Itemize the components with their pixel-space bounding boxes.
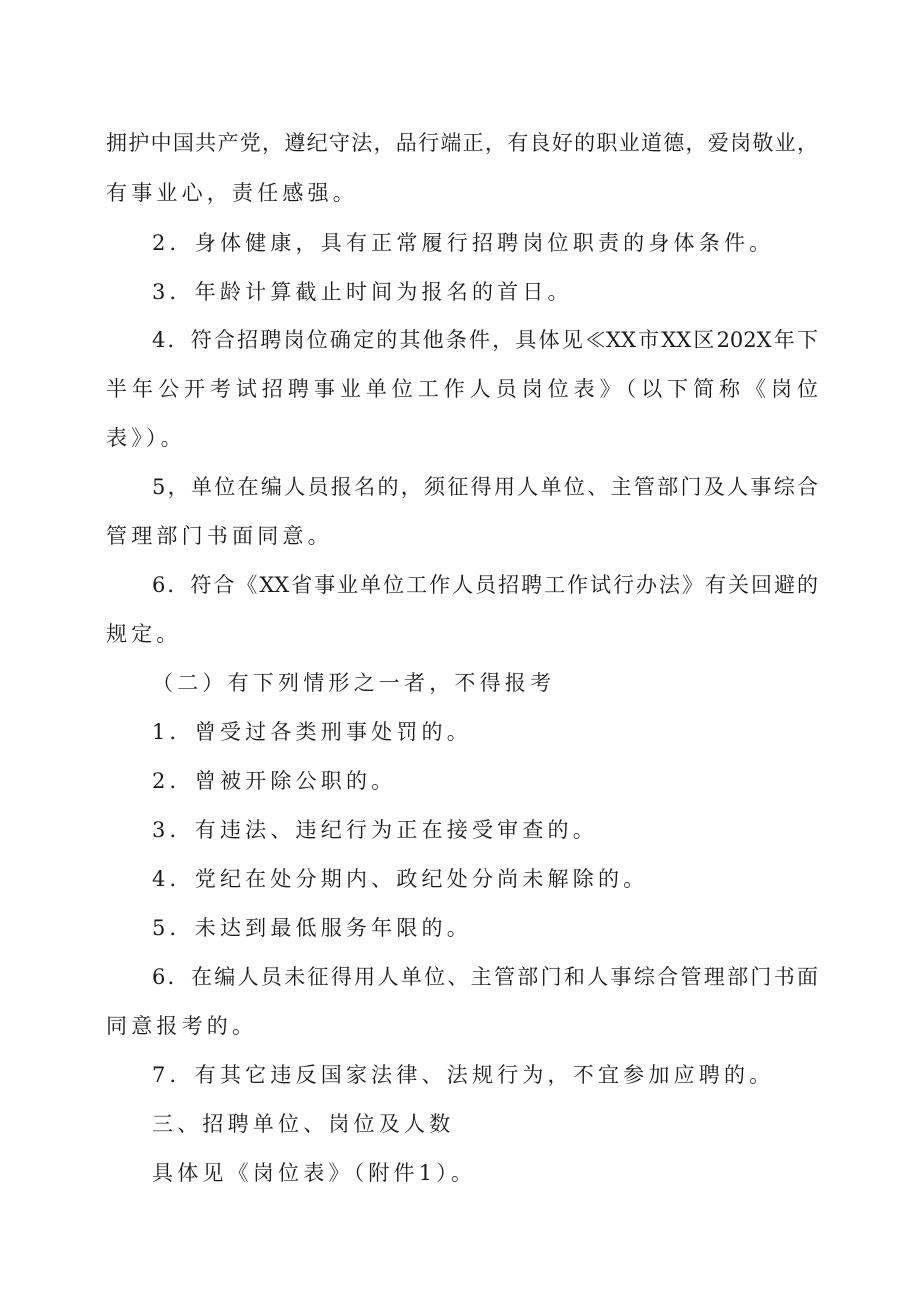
list-item: 5，单位在编人员报名的，须征得用人单位、主管部门及人事综合 <box>152 475 818 499</box>
paragraph-line: 具体见《岗位表》（附件1）。 <box>152 1161 477 1185</box>
paragraph-line: 同意报考的。 <box>106 1014 258 1038</box>
list-item: 6．符合《XX省事业单位工作人员招聘工作试行办法》有关回避的 <box>152 573 818 597</box>
list-item: 2．曾被开除公职的。 <box>152 769 397 793</box>
list-item: 1．曾受过各类刑事处罚的。 <box>152 720 472 744</box>
paragraph-line: 拥护中国共产党，遵纪守法，品行端正，有良好的职业道德，爱岗敬业， <box>106 131 818 155</box>
paragraph-line: 规定。 <box>106 622 182 646</box>
list-item: 3．年龄计算截止时间为报名的首日。 <box>152 280 573 304</box>
paragraph-line: 表》）。 <box>106 426 186 450</box>
list-item: 4．党纪在处分期内、政纪处分尚未解除的。 <box>152 867 649 891</box>
paragraph-line: 管理部门书面同意。 <box>106 524 333 548</box>
list-item: 3．有违法、违纪行为正在接受审查的。 <box>152 818 598 842</box>
list-item: 7．有其它违反国家法律、法规行为，不宜参加应聘的。 <box>152 1063 775 1087</box>
section-heading: 三、招聘单位、岗位及人数 <box>152 1112 455 1136</box>
list-item: 2．身体健康，具有正常履行招聘岗位职责的身体条件。 <box>152 231 775 255</box>
list-item: 5．未达到最低服务年限的。 <box>152 916 472 940</box>
paragraph-line: 有事业心，责任感强。 <box>106 181 358 205</box>
list-item: 6．在编人员未征得用人单位、主管部门和人事综合管理部门书面 <box>152 965 818 989</box>
list-item: 4．符合招聘岗位确定的其他条件，具体见≪XX市XX区202X年下 <box>152 328 818 352</box>
paragraph-line: 半年公开考试招聘事业单位工作人员岗位表》（以下简称《岗位 <box>106 377 818 401</box>
section-heading: （二）有下列情形之一者，不得报考 <box>152 671 556 695</box>
